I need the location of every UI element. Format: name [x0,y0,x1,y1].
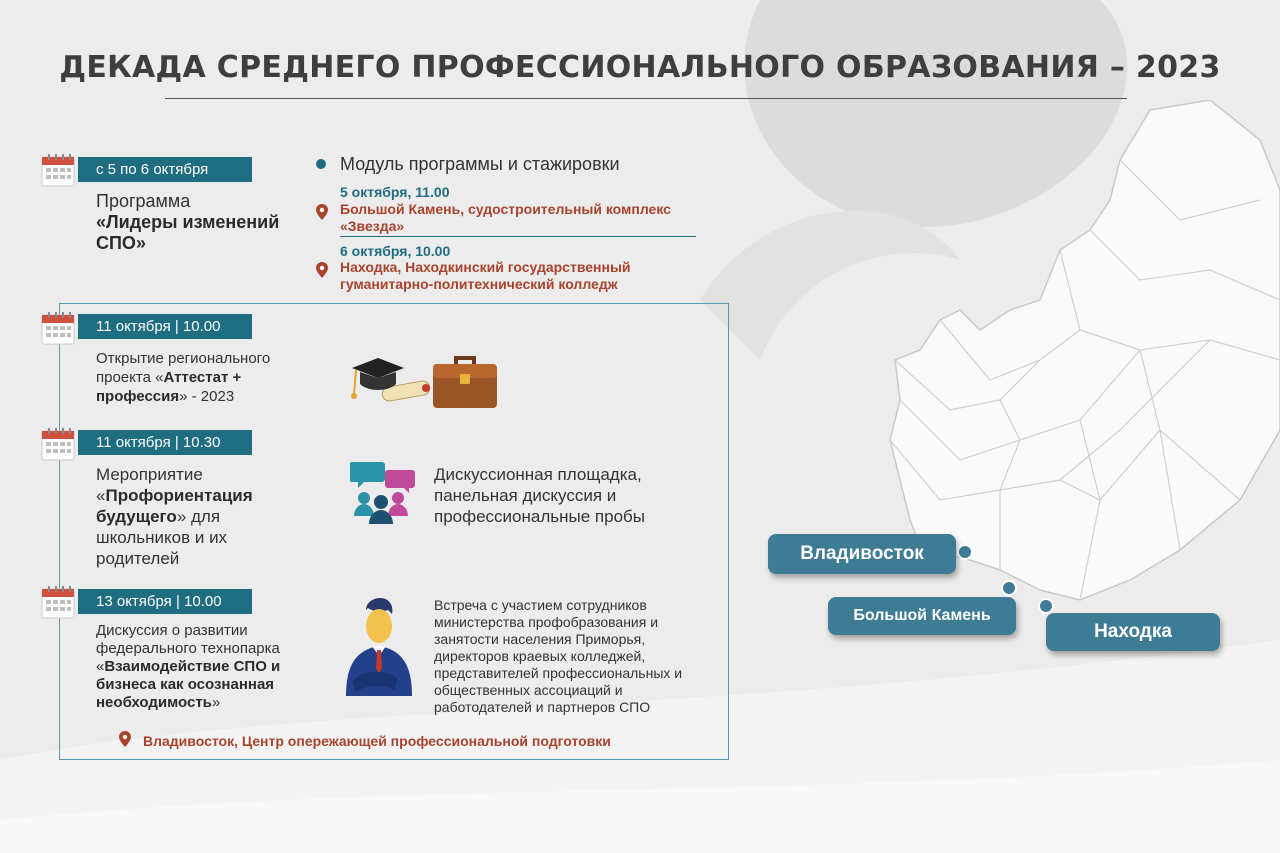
event-description: Программа «Лидеры изменений СПО» [96,191,280,253]
event-description: Открытие регионального проекта «Аттестат + профессия» - 2023 [96,350,271,405]
event-side-text: Дискуссионная площадка, панельная дискуссия и профессиональные пробы [434,465,645,526]
location-pin-icon [316,262,328,278]
calendar-icon [40,584,76,620]
vladivostok-marker [957,544,973,560]
page-title: ДЕКАДА СРЕДНЕГО ПРОФЕССИОНАЛЬНОГО ОБРАЗОВАНИЯ – 2023 [59,50,1221,85]
session-divider [340,236,696,237]
event-side-text: Встреча с участием сотрудников министерства профобразования и занятости населения Приморья, директоров краевых колледжей, представителей профессиональных и общественных ассоциаций и работодателей и партнеров СПО [434,597,683,715]
calendar-icon [40,152,76,188]
primorye-map [880,100,1280,660]
city-label-bolshoy-kamen: Большой Камень [828,597,1016,635]
event-description: Дискуссия о развитии федерального технопарка «Взаимодействие СПО и бизнеса как осознанная необходимость» [96,622,281,711]
module-bullet [316,159,326,169]
nakhodka-marker [1038,598,1054,614]
location-pin-icon [316,204,328,220]
calendar-icon [40,426,76,462]
event-description: Мероприятие «Профориентация будущего» для школьников и их родителей [96,465,253,568]
title-divider [165,98,1127,99]
session-date: 5 октября, 11.00 [340,184,450,200]
city-label-nakhodka: Находка [1046,613,1220,651]
venue-location: Владивосток, Центр опережающей профессиональной подготовки [143,733,611,749]
module-title: Модуль программы и стажировки [340,154,620,174]
businessman-icon [344,598,414,696]
city-label-vladivostok: Владивосток [768,534,956,574]
event-date-tag: 11 октября | 10.00 [78,314,252,339]
briefcase-icon [430,348,500,410]
discussion-icon [350,458,416,524]
event-date-tag: 11 октября | 10.30 [78,430,252,455]
graduation-cap-icon [342,346,432,414]
session-location: Большой Камень, судостроительный комплекс «Звезда» [340,201,671,234]
location-pin-icon [119,731,131,747]
session-location: Находка, Находкинский государственный гуманитарно-политехнический колледж [340,259,631,292]
event-date-tag: 13 октября | 10.00 [78,589,252,614]
bolshoy-kamen-marker [1001,580,1017,596]
event-date-tag: с 5 по 6 октября [78,157,252,182]
calendar-icon [40,310,76,346]
session-date: 6 октября, 10.00 [340,243,451,259]
